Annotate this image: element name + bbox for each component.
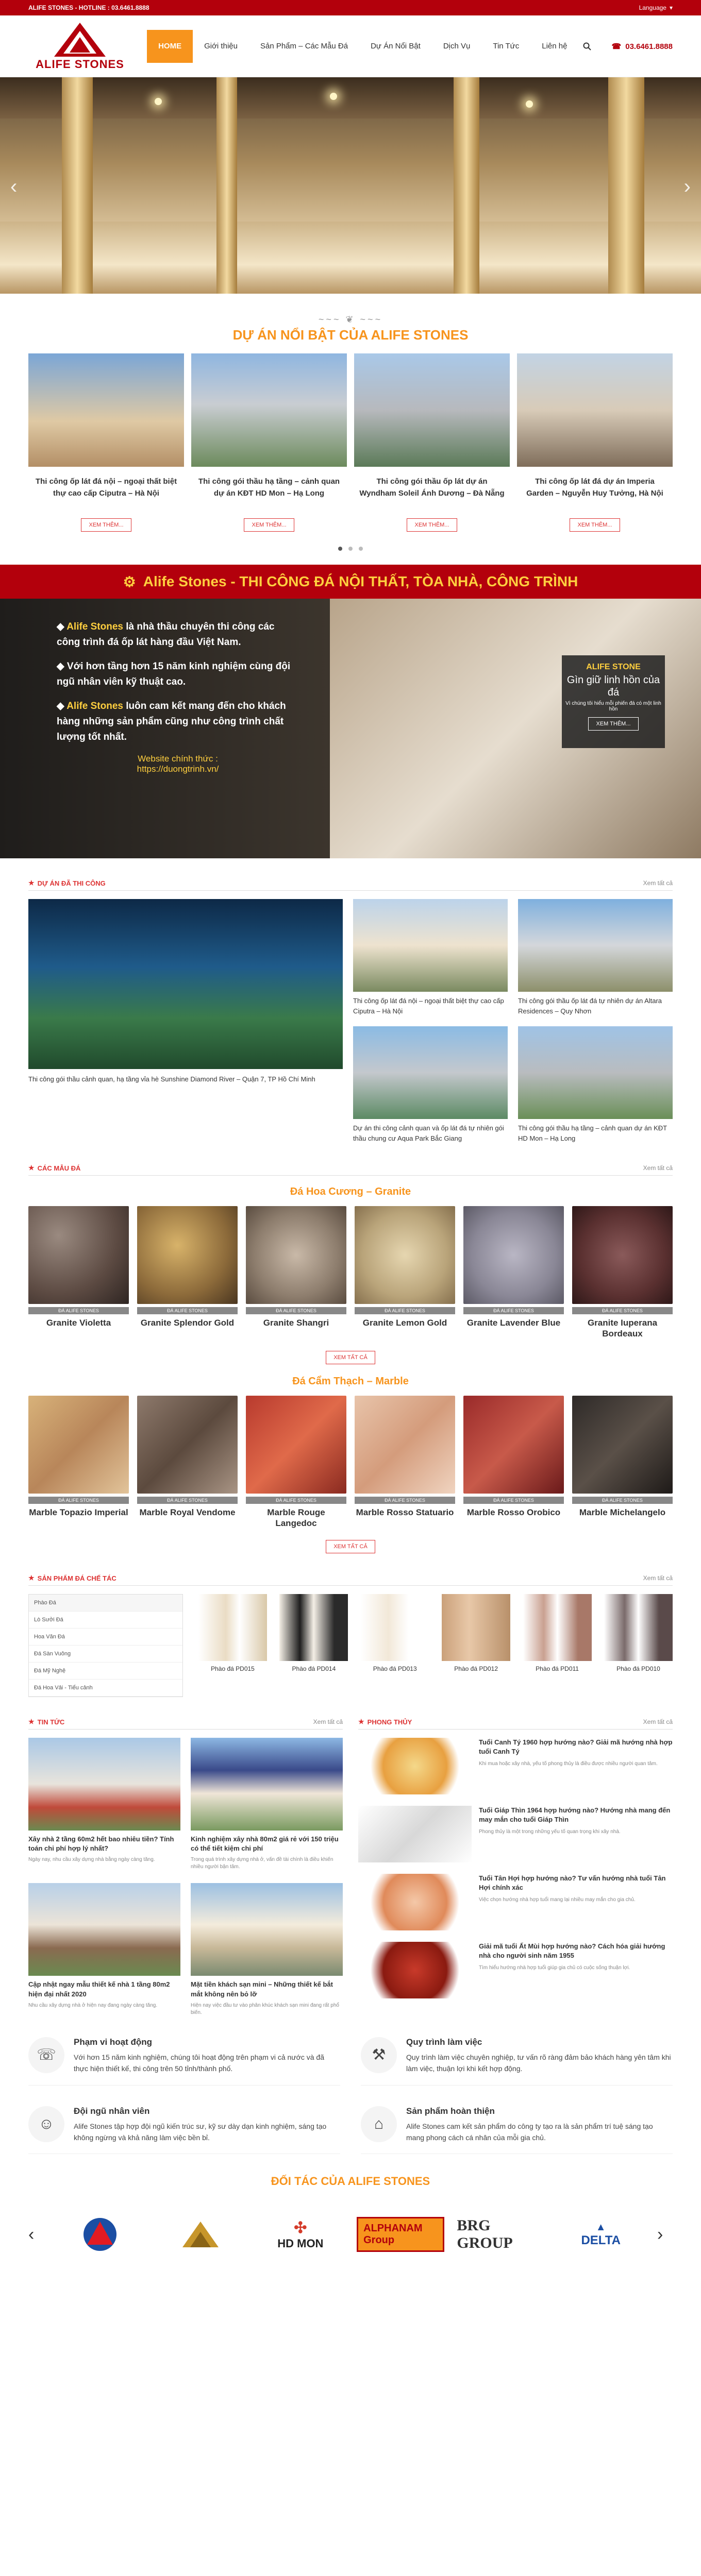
star-icon: ★ <box>358 1718 364 1725</box>
hd-mon-emblem-icon: ✣ <box>294 2219 307 2236</box>
product-card[interactable]: Phào đá PD014 <box>279 1594 348 1697</box>
news-header: ★ TIN TỨC Xem tất cả <box>28 1718 343 1730</box>
logo-text: ALIFE STONES <box>36 58 124 71</box>
banner-more-button[interactable]: XEM THÊM... <box>588 717 638 731</box>
featured-more-button[interactable]: XEM THÊM... <box>407 518 457 532</box>
delta-emblem-icon: ▲ <box>595 2221 606 2233</box>
news-image <box>191 1738 343 1831</box>
partners-title: ĐỐI TÁC CỦA ALIFE STONES <box>271 2175 430 2188</box>
stone-card[interactable]: ĐÁ ALIFE STONES Granite Violetta <box>28 1206 129 1340</box>
value-item: ☺ Đội ngũ nhân viên Alife Stones tập hợp đội ngũ kiến trúc sư, kỹ sư dày dạn kinh nghiệm, sáng tạo không ngừng và khả năng làm việc bền bỉ. <box>28 2106 340 2155</box>
projects-view-all-link[interactable]: Xem tất cả <box>643 879 673 887</box>
gear-icon: ⚙ <box>123 573 136 590</box>
fengshui-image <box>358 1874 472 1930</box>
stones-header: ★ CÁC MẪU ĐÁ Xem tất cả <box>28 1164 673 1176</box>
stone-card[interactable]: ĐÁ ALIFE STONES Marble Royal Vendome <box>137 1396 238 1529</box>
nav-projects[interactable]: Dự Án Nổi Bật <box>371 42 421 50</box>
product-image <box>361 1594 429 1661</box>
stone-card[interactable]: ĐÁ ALIFE STONES Granite Lavender Blue <box>463 1206 564 1340</box>
products-area <box>28 1594 673 1697</box>
project-card[interactable]: Dự án thi công cảnh quan và ốp lát đá tự nhiên gói thầu chung cư Aqua Park Bắc Giang <box>353 1026 508 1143</box>
granite-view-all-button[interactable]: XEM TẤT CẢ <box>326 1351 375 1364</box>
project-image <box>518 1026 673 1119</box>
stone-card[interactable]: ĐÁ ALIFE STONES Granite Lemon Gold <box>355 1206 455 1340</box>
featured-projects <box>28 353 673 532</box>
stone-image <box>355 1396 455 1494</box>
stone-image <box>28 1206 129 1304</box>
project-card[interactable]: Thi công ốp lát đá nội – ngoại thất biệt thự cao cấp Ciputra – Hà Nội <box>353 899 508 1016</box>
partners-next-arrow-icon[interactable]: › <box>657 2224 663 2244</box>
news-image <box>191 1883 343 1976</box>
stone-card[interactable]: ĐÁ ALIFE STONES Marble Rosso Statuario <box>355 1396 455 1529</box>
project-card[interactable]: Thi công gói thầu cảnh quan, hạ tầng vỉa hè Sunshine Diamond River – Quận 7, TP Hồ Chí Minh <box>28 899 343 1143</box>
hero-image-ceiling <box>0 77 701 118</box>
fengshui-image <box>358 1806 472 1862</box>
stone-image <box>28 1396 129 1494</box>
product-image <box>198 1594 267 1661</box>
featured-image <box>191 353 347 467</box>
ornament-icon: ~~~ ❦ ~~~ <box>318 314 383 325</box>
search-icon[interactable] <box>578 38 596 55</box>
stone-image <box>137 1396 238 1494</box>
value-item: ☏ Phạm vi hoạt động Với hơn 15 năm kinh nghiệm, chúng tôi hoạt động trên phạm vi cả nước và đã thực hiện thiết kế, thi công trên 50 tỉnh/thành phố. <box>28 2037 340 2086</box>
hero-prev-arrow-icon[interactable]: ‹ <box>10 175 18 198</box>
project-card[interactable]: Thi công gói thầu hạ tầng – cảnh quan dự án KĐT HD Mon – Hạ Long <box>518 1026 673 1143</box>
product-card[interactable]: Phào đá PD010 <box>604 1594 673 1697</box>
stone-image <box>572 1396 673 1494</box>
product-card[interactable]: Phào đá PD013 <box>361 1594 429 1697</box>
product-list <box>198 1594 673 1697</box>
main-nav <box>147 30 596 63</box>
hero-light <box>155 98 162 105</box>
house-icon: ⌂ <box>361 2106 397 2142</box>
language-selector[interactable]: Language ▾ <box>639 4 673 11</box>
banner-website[interactable]: Website chính thức : https://duongtrinh.vn/ <box>137 753 219 774</box>
nav-contact[interactable]: Liên hệ <box>542 42 568 50</box>
partner-logo[interactable] <box>56 2206 144 2263</box>
carousel-dot[interactable] <box>348 547 353 551</box>
stone-image <box>246 1396 346 1494</box>
fengshui-item[interactable]: Tuổi Tân Hợi hợp hướng nào? Tư vấn hướng nhà tuổi Tân Hợi chính xác Việc chọn hướng nhà hợp tuổi mang lại nhiều may mắn cho gia chủ. <box>358 1874 673 1930</box>
fengshui-item[interactable]: Tuổi Canh Tý 1960 hợp hướng nào? Giải mã hướng nhà hợp tuổi Canh Tý Khi mua hoặc xây nhà, yếu tố phong thủy là điều được nhiều người quan tâm. <box>358 1738 673 1794</box>
product-category-list <box>28 1594 183 1697</box>
product-category-item[interactable]: Hoa Văn Đá <box>29 1629 182 1646</box>
fengshui-image <box>358 1738 472 1794</box>
partner-logo[interactable] <box>157 2206 244 2263</box>
product-card[interactable]: Phào đá PD012 <box>442 1594 510 1697</box>
carousel-dot[interactable] <box>359 547 363 551</box>
stone-image <box>355 1206 455 1304</box>
hero-image-column <box>608 77 644 294</box>
featured-more-button[interactable]: XEM THÊM... <box>244 518 294 532</box>
team-icon: ☺ <box>28 2106 64 2142</box>
project-card[interactable]: Thi công gói thầu ốp lát đá tự nhiên dự án Altara Residences – Quy Nhơn <box>518 899 673 1016</box>
news-image <box>28 1738 180 1831</box>
stone-card[interactable]: ĐÁ ALIFE STONES Granite Splendor Gold <box>137 1206 238 1340</box>
stone-card[interactable]: ĐÁ ALIFE STONES Granite Iuperana Bordeaux <box>572 1206 673 1340</box>
nav-services[interactable]: Dịch Vụ <box>443 42 471 50</box>
stone-image <box>572 1206 673 1304</box>
featured-card[interactable]: Thi công gói thầu ốp lát dự án Wyndham Soleil Ánh Dương – Đà Nẵng XEM THÊM... <box>354 353 510 532</box>
carousel-dot[interactable] <box>338 547 342 551</box>
fengshui-column <box>358 1697 673 2016</box>
news-column <box>28 1697 343 2016</box>
nav-products[interactable]: Sản Phẩm – Các Mẫu Đá <box>260 42 348 50</box>
hero-light <box>330 93 337 100</box>
fengshui-image <box>358 1942 472 1998</box>
hero-image-floor <box>0 222 701 294</box>
top-bar-hotline: ALIFE STONES - HOTLINE : 03.6461.8888 <box>28 4 149 11</box>
hero-next-arrow-icon[interactable]: › <box>683 175 691 198</box>
marble-title: Đá Cẩm Thạch – Marble <box>292 1375 409 1387</box>
value-item: ⚒ Quy trình làm việc Quy trình làm việc chuyên nghiệp, tư vấn rõ ràng đảm bảo khách hàng yên tâm khi làm việc, thuận lợi khi kết hợp động. <box>361 2037 673 2086</box>
partner-emblem-icon <box>177 2216 224 2252</box>
product-image <box>604 1594 673 1661</box>
fengshui-item[interactable]: Giải mã tuổi Ất Mùi hợp hướng nào? Cách hóa giải hướng nhà cho người sinh năm 1955 Tìm hiểu hướng nhà hợp tuổi giúp gia chủ có cuộc sống thuận lợi. <box>358 1942 673 1998</box>
banner-promo-box: ALIFE STONE Gìn giữ linh hồn của đá Vì chúng tôi hiểu mỗi phiến đá có một linh hồn XEM THÊM... <box>562 655 665 748</box>
star-icon: ★ <box>28 879 35 887</box>
fengshui-item[interactable]: Tuổi Giáp Thìn 1964 hợp hướng nào? Hướng nhà mang đến may mắn cho tuổi Giáp Thìn Phong thủy là một trong những yếu tố quan trọng khi xây nhà. <box>358 1806 673 1862</box>
product-image <box>523 1594 592 1661</box>
products-view-all-link[interactable]: Xem tất cả <box>643 1574 673 1582</box>
hero-image-column <box>216 77 237 294</box>
project-image <box>353 899 508 992</box>
news-image <box>28 1883 180 1976</box>
partner-logo[interactable]: ▲ DELTA <box>581 2221 621 2247</box>
news-view-all-link[interactable]: Xem tất cả <box>313 1718 343 1725</box>
partner-logo[interactable]: ✣ HD MON <box>277 2219 324 2250</box>
hero-light <box>526 100 533 108</box>
news-card[interactable]: Cập nhật ngay mẫu thiết kế nhà 1 tầng 80m2 hiện đại nhất 2020 Nhu cầu xây dựng nhà ở hiện nay đang ngày càng tăng. <box>28 1883 180 2016</box>
stone-image <box>246 1206 346 1304</box>
project-image <box>353 1026 508 1119</box>
news-card[interactable]: Xây nhà 2 tầng 60m2 hết bao nhiêu tiền? Tính toán chi phí hợp lý nhất? Ngày nay, nhu cầu xây dựng nhà bằng ngày càng tăng. <box>28 1738 180 1871</box>
stone-card[interactable]: ĐÁ ALIFE STONES Marble Rosso Orobico <box>463 1396 564 1529</box>
product-category-item[interactable]: Đá Sàn Vuông <box>29 1646 182 1663</box>
chevron-down-icon: ▾ <box>669 4 673 11</box>
product-category-item[interactable]: Đá Mỹ Nghệ <box>29 1663 182 1680</box>
hero-image-column <box>454 77 479 294</box>
projects-header: ★ DỰ ÁN ĐÃ THI CÔNG Xem tất cả <box>28 879 673 891</box>
partners-carousel <box>28 2198 673 2270</box>
product-image <box>442 1594 510 1661</box>
featured-image <box>517 353 673 467</box>
marble-list <box>28 1396 673 1529</box>
product-card[interactable]: Phào đá PD015 <box>198 1594 267 1697</box>
hero-slider[interactable] <box>0 77 701 294</box>
stone-card[interactable]: ĐÁ ALIFE STONES Marble Michelangelo <box>572 1396 673 1529</box>
partner-logo[interactable]: ALPHANAM Group <box>357 2206 444 2263</box>
project-image <box>518 899 673 992</box>
featured-card[interactable]: Thi công ốp lát đá nội – ngoại thất biệt thự cao cấp Ciputra – Hà Nội XEM THÊM... <box>28 353 184 532</box>
granite-list <box>28 1206 673 1340</box>
star-icon: ★ <box>28 1718 35 1725</box>
partner-logo[interactable]: BRG GROUP <box>457 2217 513 2252</box>
fengshui-view-all-link[interactable]: Xem tất cả <box>643 1718 673 1725</box>
site-logo[interactable] <box>28 22 131 71</box>
partner-emblem-icon <box>77 2216 123 2252</box>
featured-section-title: ~~~ ❦ ~~~ DỰ ÁN NỔI BẬT CỦA ALIFE STONES <box>28 314 673 343</box>
product-category-item[interactable]: Đá Hoa Vải - Tiểu cảnh <box>29 1680 182 1697</box>
project-image <box>28 899 343 1069</box>
featured-image <box>354 353 510 467</box>
stone-card[interactable]: ĐÁ ALIFE STONES Granite Shangri <box>246 1206 346 1340</box>
stone-image <box>137 1206 238 1304</box>
nav-news[interactable]: Tin Tức <box>493 42 520 50</box>
stones-view-all-link[interactable]: Xem tất cả <box>643 1164 673 1172</box>
marble-view-all-button[interactable]: XEM TẤT CẢ <box>326 1540 375 1553</box>
featured-more-button[interactable]: XEM THÊM... <box>570 518 620 532</box>
nav-about[interactable]: Giới thiệu <box>204 42 238 50</box>
header-hotline[interactable]: ☎ 03.6461.8888 <box>611 42 673 51</box>
fengshui-header: ★ PHONG THỦY Xem tất cả <box>358 1718 673 1730</box>
featured-more-button[interactable]: XEM THÊM... <box>81 518 131 532</box>
hero-image-column <box>62 77 93 294</box>
phone-icon: ☏ <box>28 2037 64 2073</box>
news-card[interactable]: Mặt tiền khách sạn mini – Những thiết kế bắt mắt không nên bỏ lỡ Hiện nay việc đầu tư vào phân khúc khách sạn mini đang rất phổ biến. <box>191 1883 343 2016</box>
phone-icon: ☎ <box>611 42 622 51</box>
product-category-item[interactable]: Phào Đá <box>29 1595 182 1612</box>
featured-card[interactable]: Thi công gói thầu hạ tầng – cảnh quan dự án KĐT HD Mon – Hạ Long XEM THÊM... <box>191 353 347 532</box>
products-header: ★ SẢN PHẨM ĐÁ CHẾ TÁC Xem tất cả <box>28 1574 673 1586</box>
top-bar <box>0 0 701 15</box>
banner-image <box>330 599 701 858</box>
carousel-dots <box>28 544 673 552</box>
product-category-item[interactable]: Lò Sưởi Đá <box>29 1612 182 1629</box>
stone-image <box>463 1396 564 1494</box>
star-icon: ★ <box>28 1164 35 1172</box>
company-values <box>28 2037 673 2155</box>
logo-mark-icon <box>49 22 111 58</box>
banner-text: ◆ Alife Stones là nhà thầu chuyên thi công các công trình đá ốp lát hàng đầu Việt Nam. ◆ Với hơn tầng hơn 15 năm kinh nghiệm cùng đội ngũ nhân viên kỹ thuật cao. ◆ Alife Stones luôn cam kết mang đến cho khách hàng những sản phẩm cũng như công trình chất lượng tốt nhất. Website chính thức : https://duongtrinh.vn/ <box>0 599 330 858</box>
product-card[interactable]: Phào đá PD011 <box>523 1594 592 1697</box>
product-image <box>279 1594 348 1661</box>
stone-card[interactable]: ĐÁ ALIFE STONES Marble Rouge Langedoc <box>246 1396 346 1529</box>
banner-heading: ⚙ Alife Stones - THI CÔNG ĐÁ NỘI THẤT, TÒA NHÀ, CÔNG TRÌNH <box>0 565 701 599</box>
stone-image <box>463 1206 564 1304</box>
featured-image <box>28 353 184 467</box>
nav-home[interactable]: HOME <box>147 30 193 63</box>
value-item: ⌂ Sản phẩm hoàn thiện Alife Stones cam kết sản phẩm do công ty tạo ra là sản phẩm trí tuệ sáng tạo mang phong cách cá nhân của mỗi gia chủ. <box>361 2106 673 2155</box>
star-icon: ★ <box>28 1574 35 1582</box>
company-banner <box>0 565 701 858</box>
site-header <box>0 15 701 77</box>
news-card[interactable]: Kinh nghiệm xây nhà 80m2 giá rẻ với 150 triệu có thể tiết kiệm chi phí Trong quá trình xây dựng nhà ở, vấn đề tài chính là điều khiến nhiều người bận tâm. <box>191 1738 343 1871</box>
stone-card[interactable]: ĐÁ ALIFE STONES Marble Topazio Imperial <box>28 1396 129 1529</box>
projects-grid <box>28 899 673 1143</box>
partners-prev-arrow-icon[interactable]: ‹ <box>28 2224 35 2244</box>
worker-icon: ⚒ <box>361 2037 397 2073</box>
granite-title: Đá Hoa Cương – Granite <box>290 1186 411 1197</box>
featured-card[interactable]: Thi công ốp lát đá dự án Imperia Garden – Nguyễn Huy Tưởng, Hà Nội XEM THÊM... <box>517 353 673 532</box>
